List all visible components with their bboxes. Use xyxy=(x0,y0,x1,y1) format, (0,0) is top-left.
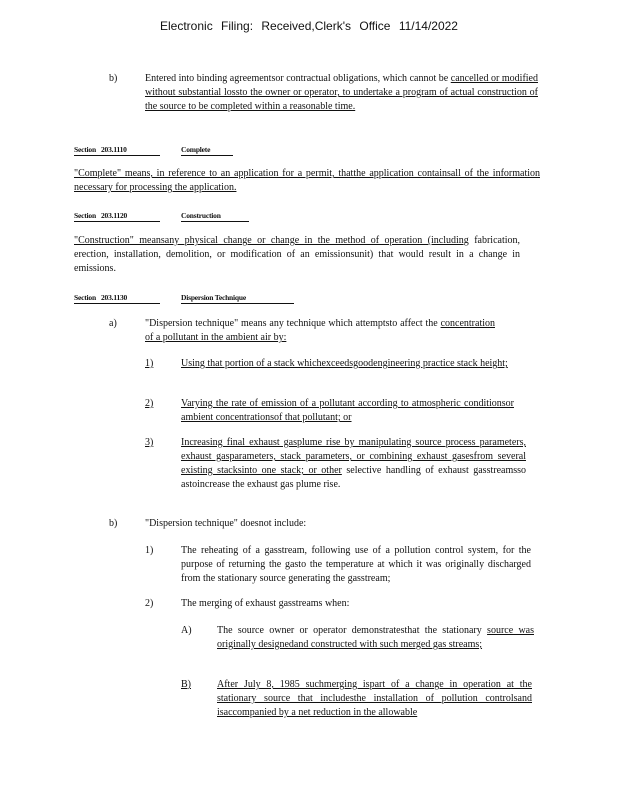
item-label-b-top: b) xyxy=(109,73,118,84)
item-label-bB: B) xyxy=(181,679,191,690)
construction-definition xyxy=(74,234,520,276)
section-rule xyxy=(74,303,160,304)
item-label-b1: 1) xyxy=(145,545,154,556)
item-a3-plain: selective handling of exhaust gasstreamsso astoincrease the exhaust gas plume rise. xyxy=(181,465,527,490)
item-a-underlined: concentration of a pollutant in the ambient air by: xyxy=(145,318,495,343)
item-b1-text: The reheating of a gasstream, following use of a pollution control system, for the purpose of returning the gasto the temperature at which it was originally discharged from the stationary source generating the gasstream; xyxy=(181,545,531,584)
item-b-top-plain: Entered into binding agreementsor contractual obligations, which cannot be xyxy=(145,73,449,84)
construction-definition-underlined: "Construction" meansany physical change or change in the method of operation (including xyxy=(74,235,469,246)
item-label-a1: 1) xyxy=(145,358,154,369)
section-rule xyxy=(74,221,160,222)
item-a2-text: Varying the rate of emission of a pollutant according to atmospheric conditionsor ambient concentrationsof that pollutant; or xyxy=(181,398,514,423)
item-b2-text: The merging of exhaust gasstreams when: xyxy=(181,598,350,609)
item-bA-underlined: source was originally designedand constructed with such merged gas streams; xyxy=(217,625,534,650)
item-b-top-underlined: cancelled or modified without substantial lossto the owner or operator, to undertake a program of actual construction of the source to be completed within a reasonable time. xyxy=(145,73,538,112)
item-b-top-text xyxy=(145,72,538,114)
complete-definition: "Complete" means, in reference to an application for a permit, thatthe application containsall of the information necessary for processing the application. xyxy=(74,168,540,193)
section-word: Section xyxy=(74,211,96,220)
section-title: Complete xyxy=(181,145,211,154)
title-rule xyxy=(181,155,233,156)
item-label-a2: 2) xyxy=(145,398,154,409)
section-title: Construction xyxy=(181,211,221,220)
section-number: 203.1110 xyxy=(101,145,127,154)
item-bA-plain: The source owner or operator demonstratesthat the stationary xyxy=(217,625,482,636)
section-title: Dispersion Technique xyxy=(181,293,246,302)
item-a-text xyxy=(145,317,495,345)
item-a1-text: Using that portion of a stack whichexceedsgoodengineering practice stack height; xyxy=(181,358,508,369)
section-word: Section xyxy=(74,293,96,302)
section-number: 203.1120 xyxy=(101,211,128,220)
title-rule xyxy=(181,221,249,222)
item-bB-text: After July 8, 1985 suchmerging ispart of a change in operation at the stationary source that includesthe installation of pollution controlsand isaccompanied by a net reduction in the allowable xyxy=(217,679,532,718)
item-label-b: b) xyxy=(109,518,118,529)
construction-definition-rest: fabrication, erection, installation, demolition, or modification of an emissionsunit) that would result in a change in emissions. xyxy=(74,235,521,274)
section-word: Section xyxy=(74,145,96,154)
item-label-b2: 2) xyxy=(145,598,154,609)
section-number: 203.1130 xyxy=(101,293,128,302)
item-a3-text xyxy=(181,436,526,492)
item-label-a3: 3) xyxy=(145,437,154,448)
item-label-a: a) xyxy=(109,318,117,329)
item-a3-underlined: Increasing final exhaust gasplume rise by manipulating source process parameters, exhaust gasparameters, stack parameters, or combining exhaust gasesfrom several existing stacksinto one stack; or other xyxy=(181,437,526,476)
title-rule xyxy=(181,303,294,304)
item-label-bA: A) xyxy=(181,625,192,636)
section-rule xyxy=(74,155,160,156)
item-b-text: "Dispersion technique" doesnot include: xyxy=(145,518,307,529)
filing-header: Electronic Filing: Received,Clerk's Office 11/14/2022 xyxy=(160,19,458,33)
item-bA-text xyxy=(217,624,534,652)
item-a-plain: "Dispersion technique" means any technique which attemptsto affect the xyxy=(145,318,438,329)
